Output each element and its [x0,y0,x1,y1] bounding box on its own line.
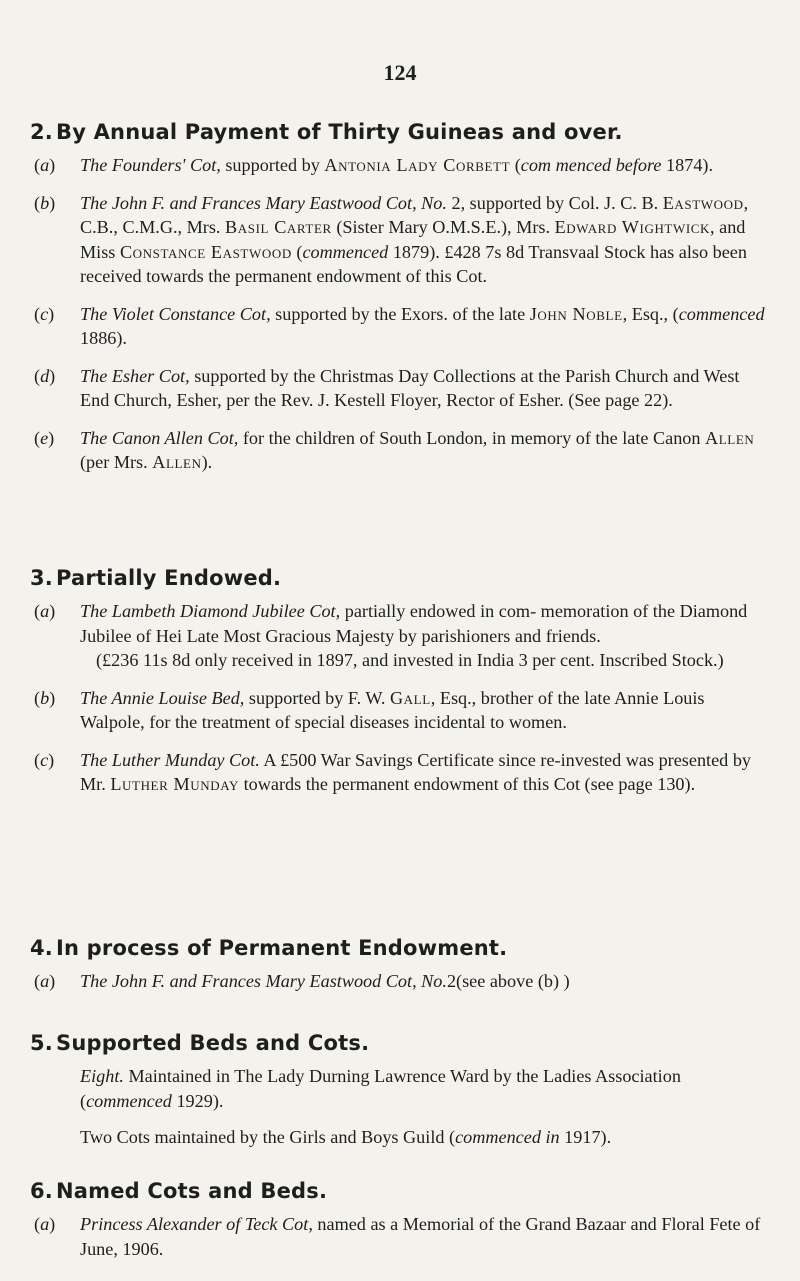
section-permanent-endowment [30,934,780,994]
section-partially-endowed [30,564,780,797]
section-supported-beds [30,1029,780,1150]
list-item: (a) The Founders' Cot, supported by Antonia Lady Corbett (com menced before 1874). [34,155,714,175]
section-heading: 2. By Annual Payment of Thirty Guineas and over. [30,120,623,144]
section-named-cots [30,1177,780,1261]
section-heading: 6. Named Cots and Beds. [30,1179,328,1203]
list-item: (d) The Esher Cot, supported by the Christmas Day Collections at the Parish Church and West End Church, Esher, per the Rev. J. Kestell Floyer, Rector of Esher. (See page 22). [34,365,740,410]
paragraph: Two Cots maintained by the Girls and Boys Guild (commenced in 1917). [80,1127,612,1147]
page-number: 124 [383,60,417,85]
list-item: (b) The John F. and Frances Mary Eastwood Cot, No. 2, supported by Col. J. C. B. Eastwood, C.B., C.M.G., Mrs. Basil Carter (Sister Mary O.M.S.E.), Mrs. Edward Wightwick, and Miss Constance Eastwood (commenced 1879). £428 7s 8d Transvaal Stock has also been received towards the permanent endowment of this Cot. [34,192,749,286]
section-annual-payment [30,118,780,475]
list-item: (a) The John F. and Frances Mary Eastwood Cot, No.2(see above (b) ) [34,971,570,991]
section-heading: 5. Supported Beds and Cots. [30,1031,370,1055]
section-heading: 4. In process of Permanent Endowment. [30,936,508,960]
list-item: (c) The Violet Constance Cot, supported by the Exors. of the late John Noble, Esq., (commenced 1886). [34,303,765,348]
list-item: (b) The Annie Louise Bed, supported by F. W. Gall, Esq., brother of the late Annie Louis Walpole, for the treatment of special diseases incidental to women. [34,687,705,732]
section-heading: 3. Partially Endowed. [30,566,282,590]
list-item: (c) The Luther Munday Cot. A £500 War Savings Certificate since re-invested was presented by Mr. Luther Munday towards the permanent endowment of this Cot (see page 130). [34,749,752,794]
paragraph: Eight. Maintained in The Lady Durning Lawrence Ward by the Ladies Association (commenced 1929). [80,1066,681,1111]
list-item: (a) The Lambeth Diamond Jubilee Cot, partially endowed in com- memoration of the Diamond Jubilee of Hei Late Most Gracious Majesty by parishioners and friends. (£236 11s 8d only received in 1897, and invested in India 3 per cent. Inscribed Stock.) [34,601,748,670]
list-item: (a) Princess Alexander of Teck Cot, named as a Memorial of the Grand Bazaar and Floral Fete of June, 1906. [34,1214,761,1259]
list-item: (e) The Canon Allen Cot, for the children of South London, in memory of the late Canon Allen (per Mrs. Allen). [34,427,755,472]
